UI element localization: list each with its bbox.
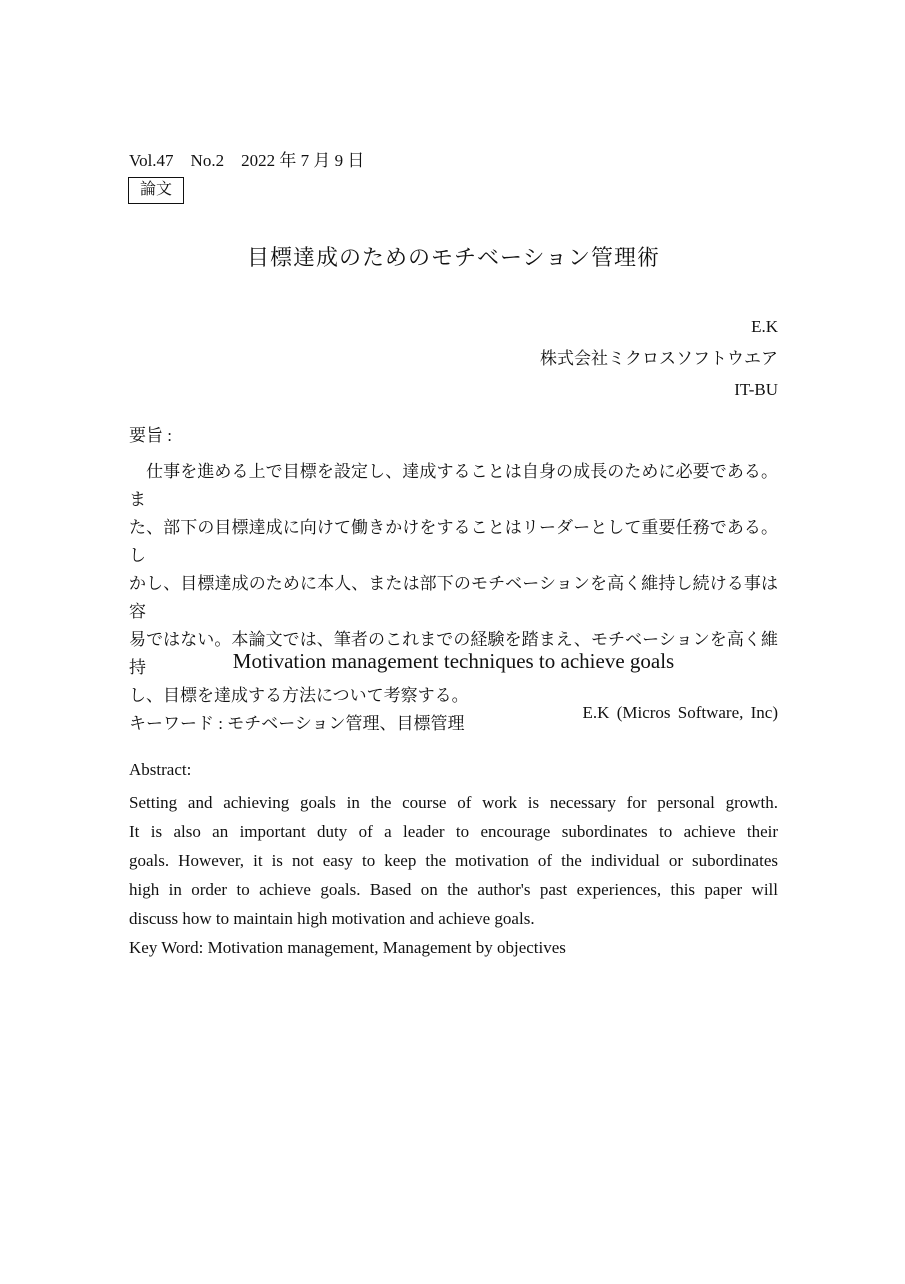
japanese-abstract-line: た、部下の目標達成に向けて働きかけをすることはリーダーとして重要任務である。し (129, 518, 778, 565)
english-abstract-line: goals. However, it is not easy to keep the motivation of the individual or subordinates (129, 851, 778, 870)
japanese-abstract-line: かし、目標達成のために本人、または部下のモチベーションを高く維持し続ける事は容 (129, 574, 778, 621)
author-department: IT-BU (734, 380, 778, 399)
english-abstract-line: high in order to achieve goals. Based on the author's past experiences, this paper will (129, 880, 778, 899)
english-author-line: E.K (Micros Software, Inc) (582, 703, 778, 722)
author-name: E.K (751, 317, 778, 336)
japanese-author-block (129, 311, 778, 406)
english-abstract-line: discuss how to maintain high motivation and achieve goals. (129, 909, 535, 928)
english-abstract-label: Abstract: (129, 760, 192, 779)
japanese-paper-title: 目標達成のためのモチベーション管理術 (246, 245, 661, 270)
japanese-abstract-line: 仕事を進める上で目標を設定し、達成することは自身の成長のために必要である。ま (129, 462, 778, 509)
japanese-abstract-body (129, 458, 778, 738)
paper-category-badge: 論文 (128, 177, 184, 204)
english-abstract-line: Setting and achieving goals in the course of work is necessary for personal growth. (129, 793, 778, 812)
japanese-abstract-line: 易ではない。本論文では、筆者のこれまでの経験を踏まえ、モチベーションを高く維持 (129, 630, 778, 677)
author-affiliation: 株式会社ミクロスソフトウエア (540, 348, 778, 368)
english-abstract-line: It is also an important duty of a leader to encourage subordinates to achieve their (129, 822, 778, 841)
issue-volume-date-line: Vol.47 No.2 2022 年 7 月 9 日 (129, 151, 365, 170)
japanese-abstract-line: し、目標を達成する方法について考察する。 (129, 686, 469, 705)
english-paper-title: Motivation management techniques to achieve goals (232, 649, 675, 673)
english-abstract-body (129, 788, 778, 962)
japanese-keywords-line: キーワード : モチベーション管理、目標管理 (129, 714, 465, 733)
english-keywords-line: Key Word: Motivation management, Management by objectives (129, 938, 566, 957)
japanese-abstract-label: 要旨 : (129, 426, 172, 445)
